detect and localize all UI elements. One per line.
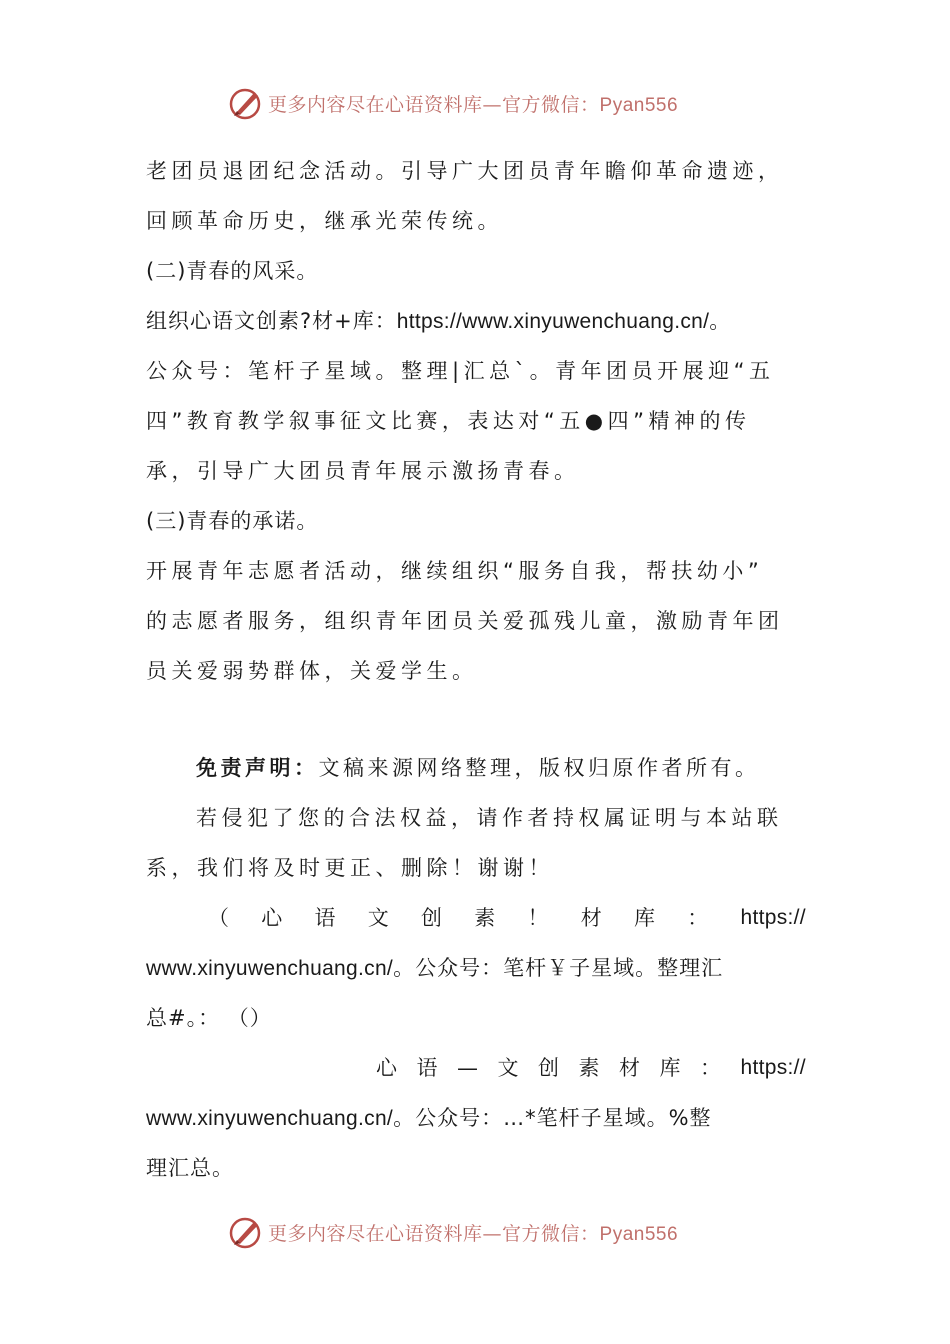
paragraph-line: 开展青年志愿者活动，继续组织“服务自我，帮扶幼小”	[146, 559, 764, 583]
source-line-1c: 总#。： （）	[146, 1006, 272, 1030]
section-heading-3: (三)青春的承诺。	[146, 509, 319, 533]
document-body	[146, 146, 806, 1193]
footer-banner	[228, 1212, 728, 1252]
source-line-2: 心 语 — 文 创 素 材 库 ： https://	[376, 1056, 806, 1080]
paragraph-line: 公众号：笔杆子星域。整理|汇总`。青年团员开展迎“五	[146, 359, 775, 383]
pen-logo-icon	[228, 1214, 264, 1250]
disclaimer-line: 免责声明：文稿来源网络整理，版权归原作者所有。	[196, 756, 760, 780]
source-line-2c: 理汇总。	[146, 1156, 234, 1180]
pen-logo-icon	[228, 85, 264, 121]
paragraph-line: 回顾革命历史，继承光荣传统。	[146, 209, 503, 233]
paragraph-line: 承，引导广大团员青年展示激扬青春。	[146, 459, 580, 483]
website-link[interactable]: https://www.xinyuwenchuang.cn/	[396, 310, 710, 333]
website-link[interactable]: www.xinyuwenchuang.cn/	[146, 957, 394, 980]
disclaimer-line: 若侵犯了您的合法权益，请作者持权属证明与本站联	[196, 806, 783, 830]
header-banner	[228, 83, 728, 123]
banner-text: 更多内容尽在心语资料库—官方微信：Pyan556	[268, 93, 679, 116]
paragraph-line: 组织心语文创素?材+库：https://www.xinyuwenchuang.cn/。	[146, 309, 732, 333]
source-line-1: （ 心 语 文 创 素 ！ 材 库 ： https://	[208, 906, 806, 930]
website-link[interactable]: www.xinyuwenchuang.cn/	[146, 1107, 394, 1130]
banner-text: 更多内容尽在心语资料库—官方微信：Pyan556	[268, 1222, 679, 1245]
source-line-1b: www.xinyuwenchuang.cn/。公众号：笔杆￥子星域。整理汇	[146, 956, 724, 980]
disclaimer-label: 免责声明：	[196, 756, 319, 780]
section-heading-2: (二)青春的风采。	[146, 259, 319, 283]
paragraph-line: 老团员退团纪念活动。引导广大团员青年瞻仰革命遗迹，	[146, 159, 784, 183]
source-line-2b: www.xinyuwenchuang.cn/。公众号：…*笔杆子星域。%整	[146, 1106, 712, 1130]
paragraph-line: 的志愿者服务，组织青年团员关爱孤残儿童，激励青年团	[146, 609, 784, 633]
paragraph-line: 员关爱弱势群体，关爱学生。	[146, 659, 478, 683]
disclaimer-line: 系，我们将及时更正、删除！谢谢！	[146, 856, 554, 880]
paragraph-line: 四”教育教学叙事征文比赛，表达对“五●四”精神的传	[146, 409, 751, 433]
